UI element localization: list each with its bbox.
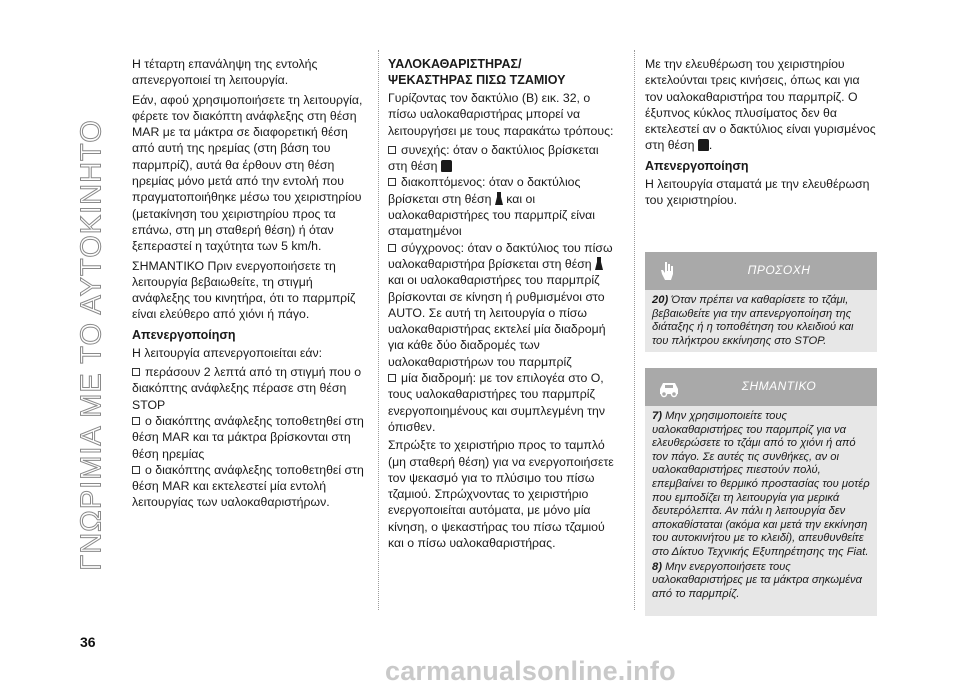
text-column-2 — [388, 56, 620, 554]
precaution-body — [645, 290, 877, 354]
checkbox-bullet-icon — [388, 178, 396, 186]
precaution-box — [645, 252, 877, 352]
important-note-8: 8) Μην ενεργοποιήσετε τους υαλοκαθαριστήρες με τα μάκτρα σηκωμένα από το παρμπρίζ. — [652, 560, 862, 600]
list-item: συνεχής: όταν ο δακτύλιος βρίσκεται στη θέση — [388, 142, 599, 174]
text-column-1 — [132, 56, 364, 513]
important-body — [645, 406, 877, 607]
section-side-title — [74, 40, 110, 650]
release-paragraph: Με την ελευθέρωση του χειριστηρίου εκτελούνται τρεις κινήσεις, όπως και για τον υαλοκαθαριστήρα του παρμπρίζ. Ο έξυπνος κύκλος πλυσίματος δεν θα εκτελεστεί αν ο δακτύλιος είναι γυρισμένος στη θέση . — [645, 57, 876, 153]
important-title: ΣΗΜΑΝΤΙΚΟ — [741, 379, 817, 393]
important-box — [645, 368, 877, 616]
column-divider — [378, 50, 379, 610]
list-item: περάσουν 2 λεπτά από τη στιγμή που ο διακόπτης ανάφλεξης πέρασε στη θέση STOP — [132, 365, 362, 412]
side-title-text: ΓΝΩΡΙΜΙΑ ΜΕ ΤΟ ΑΥΤΟΚΙΝΗΤΟ — [75, 119, 108, 571]
text-column-3 — [645, 56, 877, 211]
rear-washer-paragraph: Σπρώξτε το χειριστήριο προς το ταμπλό (μη σταθερή θέση) για να ενεργοποιήσετε τον ψεκασμό για το πλύσιμο του πίσω τζαμιού. Σπρώχνοντας το χειριστήριο ενεργοποιείται αυτόματα, με μόνο μία κίνηση, ο ψεκαστήρας του πίσω τζαμιού και ο πίσω υαλοκαθαριστήρας. — [388, 438, 614, 551]
checkbox-bullet-icon — [388, 244, 396, 252]
deactivation-list — [132, 364, 364, 511]
rear-wiper-modes-list — [388, 142, 620, 435]
rear-wiper-heading: ΥΑΛΟΚΑΘΑΡΙΣΤΗΡΑΣ/ ΨΕΚΑΣΤΗΡΑΣ ΠΙΣΩ ΤΖΑΜΙΟΥ — [388, 57, 566, 87]
list-item: σύγχρονος: όταν ο δακτύλιος του πίσω υαλοκαθαριστήρα βρίσκεται στη θέση και οι υαλοκαθαριστήρες του παρμπρίζ βρίσκονται σε κίνηση ή ρυθμισμένοι στο AUTO. Σε αυτή τη λειτουργία ο πίσω υαλοκαθαριστήρας εκτελεί μία διαδρομή για κάθε δύο διαδρομές των υαλοκαθαριστήρων του παρμπρίζ — [388, 240, 613, 369]
checkbox-bullet-icon — [132, 368, 140, 376]
deactivation-heading: Απενεργοποίηση — [645, 158, 749, 173]
important-header — [645, 368, 877, 406]
wiper-position-paragraph: Εάν, αφού χρησιμοποιήσετε τη λειτουργία, φέρετε τον διακόπτη ανάφλεξης στη θέση MAR με τα μάκτρα σε διαφορετική θέση από αυτή της ηρεμίας (στη βάση του παρμπρίζ), αυτά θα έρθουν στη θέση ηρεμίας μόνο μετά από την εντολή που πραγματοποιήθηκε μέσω του χειριστηρίου (μετακίνηση του χειριστηρίου προς τα επάνω, στη μη σταθερή θέση) ή όταν ξεπεραστεί η ταχύτητα των 5 km/h. — [132, 92, 363, 254]
intro-paragraph: Η τέταρτη επανάληψη της εντολής απενεργοποιεί τη λειτουργία. — [132, 57, 318, 88]
checkbox-bullet-icon — [132, 417, 140, 425]
deactivation-text: Η λειτουργία σταματά με την ελευθέρωση του χειριστηρίου. — [645, 176, 870, 208]
synchronous-position-icon — [595, 257, 603, 270]
watermark-text: carmanualsonline.info — [385, 656, 676, 686]
deactivation-heading: Απενεργοποίηση — [132, 327, 236, 342]
important-paragraph: ΣΗΜΑΝΤΙΚΟ Πριν ενεργοποιήσετε τη λειτουργία βεβαιωθείτε, τη στιγμή ανάφλεξης του κινητήρα, ότι το παρμπρίζ είναι ελεύθερο από χιόνι ή πάγο. — [132, 258, 356, 322]
rear-wiper-intro: Γυρίζοντας τον δακτύλιο (B) εικ. 32, ο πίσω υαλοκαθαριστήρας μπορεί να λειτουργήσει με τους παρακάτω τρόπους: — [388, 91, 614, 138]
precaution-header — [645, 252, 877, 290]
checkbox-bullet-icon — [388, 146, 396, 154]
column-divider — [634, 50, 635, 610]
list-item: διακοπτόμενος: όταν ο δακτύλιος βρίσκεται στη θέση και οι υαλοκαθαριστήρες του παρμπρίζ είναι σταματημένοι — [388, 175, 595, 239]
deactivation-intro: Η λειτουργία απενεργοποιείται εάν: — [132, 345, 323, 360]
checkbox-bullet-icon — [132, 466, 140, 474]
important-note-7: 7) Μην χρησιμοποιείτε τους υαλοκαθαριστήρες του παρμπρίζ για να ελευθερώσετε το τζάμι από το χιόνι ή από τον πάγο. Σε αυτές τις συνθήκες, αν οι υαλοκαθαριστήρες πιεστούν πολύ, επεμβαίνει το θερμικό προστασίας του μοτέρ που εμποδίζει τη λειτουργία για μερικά δευτερόλεπτα. Αν πάλι η λειτουργία δεν αποκαθίσταται (ακόμα και μετά την εκκίνηση του αυτοκινήτου με το κλειδί), απευθυνθείτε στο Δίκτυο Τεχνικής Εξυπηρέτησης της Fiat. — [652, 410, 870, 558]
intermittent-position-icon — [495, 192, 503, 205]
list-item: ο διακόπτης ανάφλεξης τοποθετηθεί στη θέση MAR και τα μάκτρα βρίσκονται στη θέση ηρεμίας — [132, 413, 364, 461]
continuous-position-icon — [441, 160, 452, 172]
checkbox-bullet-icon — [388, 374, 396, 382]
page-number: 36 — [80, 634, 96, 650]
precaution-note: 20) Όταν πρέπει να καθαρίσετε το τζάμι, βεβαιωθείτε για την απενεργοποίηση της διάταξης ή η τοποθέτηση του κλειδιού και του πλήκτρου εκκίνησης στο STOP. — [652, 294, 854, 347]
list-item: μία διαδρομή: με τον επιλογέα στο O, τους υαλοκαθαριστήρες του παρμπρίζ ενεργοποιημένους και συμπλεγμένη την όπισθεν. — [388, 371, 605, 434]
continuous-position-icon — [698, 139, 709, 151]
precaution-title: ΠΡΟΣΟΧΗ — [747, 263, 811, 277]
list-item: ο διακόπτης ανάφλεξης τοποθετηθεί στη θέση MAR και εκτελεστεί μία εντολή λειτουργίας των υαλοκαθαριστήρων. — [132, 462, 364, 510]
